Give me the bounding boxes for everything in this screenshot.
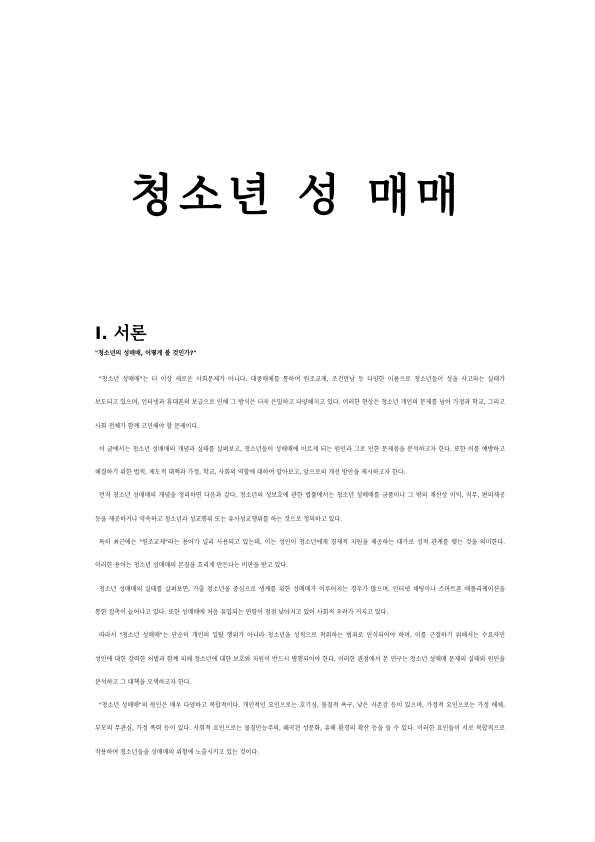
body-paragraph: 먼저 청소년 성매매의 개념을 정리하면 다음과 같다. 청소년의 성보호에 관한 법률에서는 청소년 성매매를 금품이나 그 밖의 재산상 이익, 직무, 편의제공 등을 제공하거나 약속하고 청소년과 성교행위 또는 유사성교행위를 하는 것으로 정의하고 있다. bbox=[95, 492, 505, 523]
body-paragraph: "청소년 성매매"의 원인은 매우 다양하고 복합적이다. 개인적인 요인으로는 호기심, 물질적 욕구, 낮은 자존감 등이 있으며, 가정적 요인으로는 가정 해체, 부모의 무관심, 가정 폭력 등이 있다. 사회적 요인으로는 물질만능주의, 왜곡된 성문화, 유해 환경의 확산 등을 들 수 있다. 이러한 요인들이 서로 복합적으로 작용하여 청소년들을 성매매의 위험에 노출시키고 있는 것이다. bbox=[95, 702, 505, 756]
body-paragraph: "청소년 성매매"는 더 이상 새로운 사회문제가 아니다. 대중매체를 통하여 원조교제, 조건만남 등 다양한 이름으로 청소년들이 성을 사고파는 실태가 보도되고 있으며, 인터넷과 휴대폰의 보급으로 인해 그 방식은 더욱 은밀하고 다양해지고 있다. 이러한 현상은 청소년 개인의 문제를 넘어 가정과 학교, 그리고 사회 전체가 함께 고민해야 할 문제이다. bbox=[95, 376, 505, 430]
document-title: 청소년 성 매매 bbox=[130, 170, 465, 221]
body-paragraph: 특히 최근에는 "원조교제"라는 용어가 널리 사용되고 있는데, 이는 성인이 청소년에게 경제적 지원을 제공하는 대가로 성적 관계를 맺는 것을 의미한다. 이러한 용어는 청소년 성매매의 본질을 흐리게 만든다는 비판을 받고 있다. bbox=[95, 539, 505, 570]
body-paragraph: 청소년 성매매의 실태를 살펴보면, 가출 청소년을 중심으로 생계를 위한 성매매가 이루어지는 경우가 많으며, 인터넷 채팅이나 스마트폰 애플리케이션을 통한 접촉이 늘어나고 있다. 또한 성매매에 처음 유입되는 연령이 점점 낮아지고 있어 사회적 우려가 커지고 있다. bbox=[95, 585, 505, 616]
body-paragraph: 이 글에서는 청소년 성매매의 개념과 실태를 살펴보고, 청소년들이 성매매에 이르게 되는 원인과 그로 인한 문제점을 분석하고자 한다. 또한 이를 예방하고 해결하기 위한 법적, 제도적 대책과 가정, 학교, 사회의 역할에 대하여 알아보고, 앞으로의 개선 방안을 제시하고자 한다. bbox=[95, 445, 505, 477]
section-heading: Ⅰ. 서론 bbox=[95, 324, 147, 344]
body-paragraph: 따라서 "청소년 성매매"는 단순히 개인의 일탈 행위가 아니라 청소년을 성적으로 착취하는 범죄로 인식되어야 하며, 이를 근절하기 위해서는 수요자인 성인에 대한 강력한 처벌과 함께 피해 청소년에 대한 보호와 지원이 반드시 병행되어야 한다. 이러한 관점에서 본 연구는 청소년 성매매 문제의 실태와 원인을 분석하고 그 대책을 모색하고자 한다. bbox=[95, 632, 505, 686]
section-quote: "청소년의 성매매, 어떻게 볼 것인가?" bbox=[95, 350, 197, 357]
body-text bbox=[95, 368, 505, 764]
